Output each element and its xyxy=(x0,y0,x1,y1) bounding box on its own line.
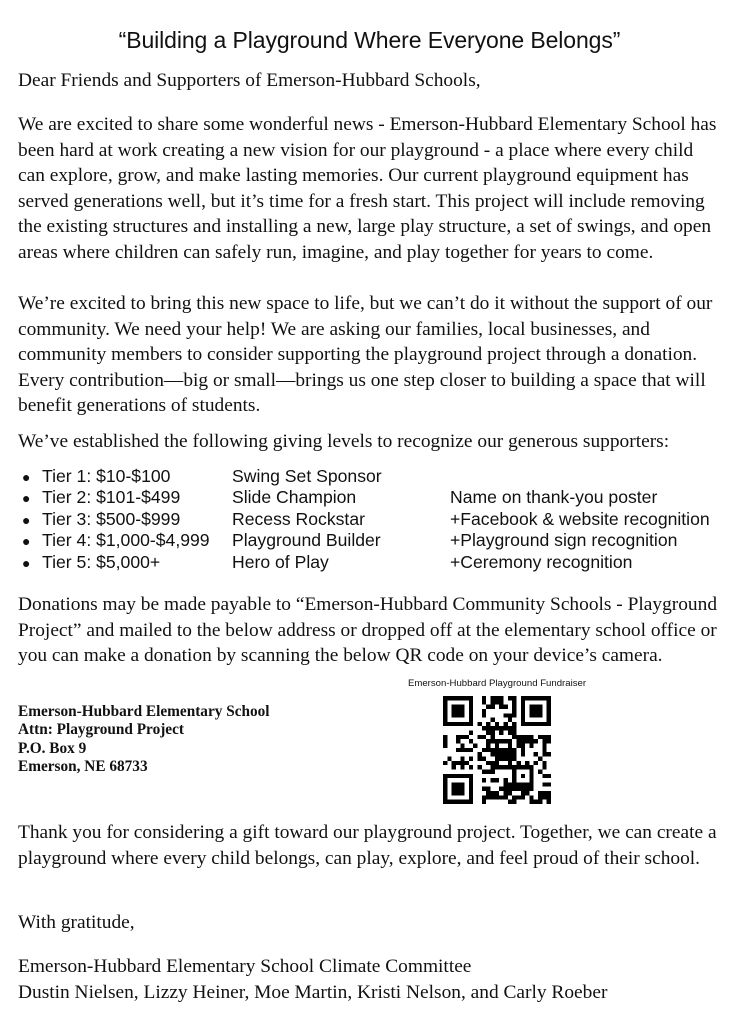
tier-perk: Name on thank-you poster xyxy=(450,487,658,508)
list-item xyxy=(18,509,724,530)
tier-amount: Tier 4: $1,000-$4,999 xyxy=(42,530,210,551)
paragraph-support-request: We’re excited to bring this new space to life, but we can’t do it without the support of our community. We need your help! We are asking our families, local businesses, and community members to consider supporting the playground project through a donation. Every contribution—big or small—brings us one step closer to building a space that will benefit generations of students. xyxy=(18,293,713,417)
tier-amount: Tier 3: $500-$999 xyxy=(42,508,181,529)
signature-block xyxy=(18,954,724,1005)
address-line-attn: Attn: Playground Project xyxy=(18,721,184,739)
paragraph-thank-you: Thank you for considering a gift toward our playground project. Together, we can create a playground where every child belongs, can play, explore, and feel proud of their school. xyxy=(18,822,717,869)
tier-name: Recess Rockstar xyxy=(232,508,365,529)
list-item xyxy=(18,530,724,551)
list-item xyxy=(18,487,724,508)
tier-amount: Tier 5: $5,000+ xyxy=(42,551,161,572)
bullet-icon: ● xyxy=(22,490,31,507)
bullet-icon: ● xyxy=(22,554,31,571)
giving-levels-intro: We’ve established the following giving levels to recognize our generous supporters: xyxy=(18,431,670,452)
bullet-icon: ● xyxy=(22,469,31,485)
tier-perk: +Facebook & website recognition xyxy=(450,508,710,529)
bullet-icon: ● xyxy=(22,511,31,528)
signature-committee: Emerson-Hubbard Elementary School Climate Committee xyxy=(18,956,472,977)
signature-members: Dustin Nielsen, Lizzy Heiner, Moe Martin, Kristi Nelson, and Carly Roeber xyxy=(18,981,608,1003)
list-item xyxy=(18,466,724,487)
address-line-box: P.O. Box 9 xyxy=(18,739,87,757)
tier-perk: +Ceremony recognition xyxy=(450,551,633,572)
salutation: Dear Friends and Supporters of Emerson-Hubbard Schools, xyxy=(18,70,481,91)
qr-caption: Emerson-Hubbard Playground Fundraiser xyxy=(407,678,587,689)
tier-name: Slide Champion xyxy=(232,487,357,508)
bullet-icon: ● xyxy=(22,533,31,550)
address-line-city: Emerson, NE 68733 xyxy=(18,758,148,776)
qr-code-block xyxy=(397,678,597,804)
tier-amount: Tier 1: $10-$100 xyxy=(42,466,171,486)
tier-name: Playground Builder xyxy=(232,530,381,551)
page-title: “Building a Playground Where Everyone Belongs” xyxy=(118,27,621,53)
tier-name: Hero of Play xyxy=(232,551,329,572)
address-line-school: Emerson-Hubbard Elementary School xyxy=(18,703,270,720)
tier-name: Swing Set Sponsor xyxy=(232,466,382,486)
closing-line: With gratitude, xyxy=(18,912,135,933)
list-item xyxy=(18,552,724,573)
mailing-address xyxy=(18,703,398,777)
qr-code-icon[interactable] xyxy=(443,696,551,804)
paragraph-vision: We are excited to share some wonderful news - Emerson-Hubbard Elementary School has been hard at work creating a new vision for our playground - a place where every child can explore, grow, and make lasting memories. Our current playground equipment has served generations well, but it’s time for a fresh start. This project will include removing the existing structures and installing a new, large play structure, a set of swings, and open areas where children can safely run, imagine, and play together for years to come. xyxy=(18,114,717,263)
giving-levels-list xyxy=(18,466,724,573)
tier-perk: +Playground sign recognition xyxy=(450,530,678,551)
paragraph-donation-instructions: Donations may be made payable to “Emerson-Hubbard Community Schools - Playground Project” and mailed to the below address or dropped off at the elementary school office or you can make a donation by scanning the below QR code on your device’s camera. xyxy=(18,594,718,667)
tier-amount: Tier 2: $101-$499 xyxy=(42,487,181,508)
